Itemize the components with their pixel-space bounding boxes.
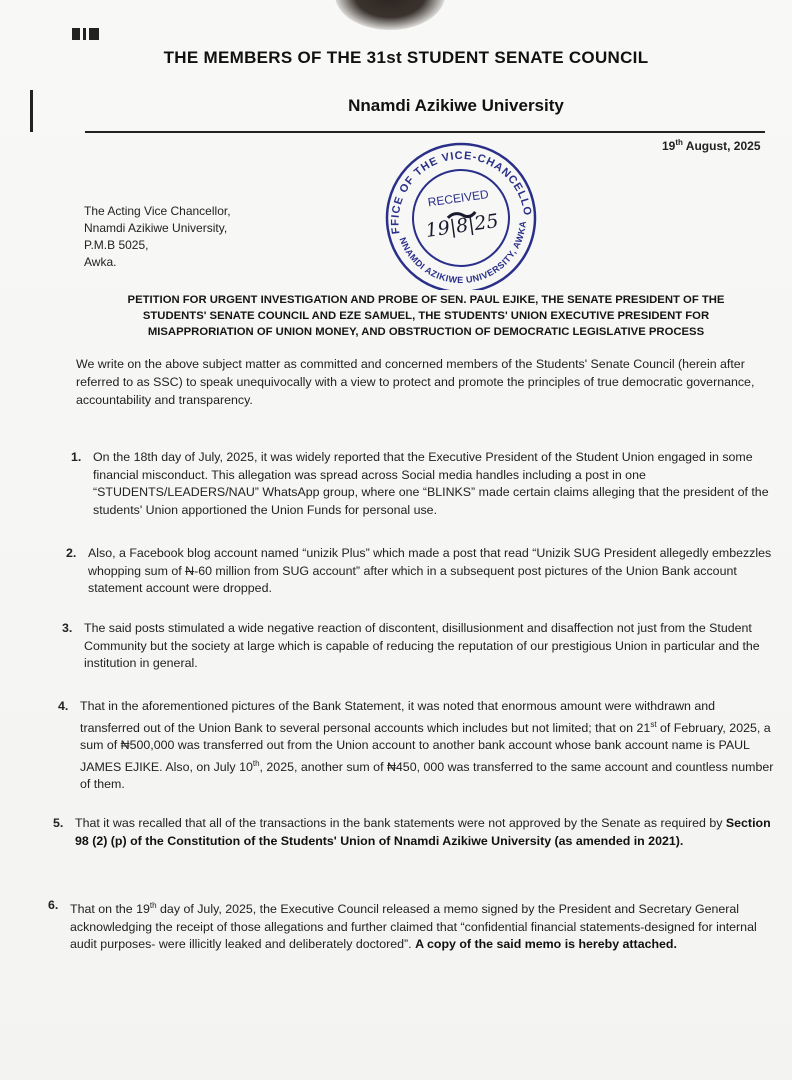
- address-line: P.M.B 5025,: [84, 238, 149, 252]
- item-number: 5.: [53, 816, 64, 830]
- intro-paragraph: We write on the above subject matter as committed and concerned members of the Students' Senate Council (herein after referred to as SSC) to speak unequivocally with a view to protect and promote the principles of true democratic governance, accountability and transparency.: [76, 357, 755, 407]
- petition-subject: PETITION FOR URGENT INVESTIGATION AND PROBE OF SEN. PAUL EJIKE, THE SENATE PRESIDENT OF THE STUDENTS' SENATE COUNCIL AND EZE SAMUEL, THE STUDENTS' UNION EXECUTIVE PRESIDENT FOR MISAPPRORIATION OF UNION MONEY, AND OBSTRUCTION OF DEMOCRATIC LEGISLATIVE PROCESS: [127, 294, 725, 338]
- corner-scan-mark: [72, 26, 108, 42]
- item-text: The said posts stimulated a wide negative reaction of discontent, disillusionment and disaffection not just from the Student Community but the society at large which is capable of reducing the reputation of our prestigious Union in particular and the institution in general.: [84, 621, 760, 670]
- address-line: Awka.: [84, 255, 117, 269]
- stamp-received: RECEIVED: [426, 186, 490, 210]
- item-text: On the 18th day of July, 2025, it was widely reported that the Executive President of the Student Union engaged in some financial misconduct. This allegation was spread across Social media handles including a post in one “STUDENTS/LEADERS/NAU” WhatsApp group, where one “BLINKS” made certain claims alleging that the president of the students' Union apportioned the Union Funds for personal use.: [93, 450, 769, 517]
- list-item: [62, 620, 774, 673]
- stamp-ring-bottom: NNAMDI AZIKIWE UNIVERSITY, AWKA: [397, 220, 529, 286]
- received-stamp: [376, 140, 546, 290]
- header-rule: [85, 131, 765, 133]
- finger-shadow: [335, 0, 445, 30]
- constitution-reference: Section 98 (2) (p) of the Constitution of the Students' Union of Nnamdi Azikiwe University (as amended in 2021).: [75, 816, 771, 848]
- item-number: 2.: [66, 546, 77, 560]
- list-item: 5. That it was recalled that all of the transactions in the bank statements were not approved by the Senate as required by Section 98 (2) (p) of the Constitution of the Students' Union of Nnamdi Azikiwe University (as amended in 2021).: [53, 816, 771, 848]
- letter-date: 19th August, 2025: [662, 138, 761, 153]
- address-line: Nnamdi Azikiwe University,: [84, 221, 228, 235]
- list-item: 2. Also, a Facebook blog account named “unizik Plus” which made a post that read “Unizik SUG President allegedly embezzles whopping sum of N-60 million from SUG account” after which in a subsequent post pictures of the Union Bank account statement account were dropped.: [66, 546, 772, 595]
- stamp-ring-top: OFFICE OF THE VICE-CHANCELLOR: [389, 149, 534, 235]
- item-number: 6.: [48, 898, 59, 912]
- item-number: 1.: [71, 450, 82, 464]
- address-line: The Acting Vice Chancellor,: [84, 204, 231, 218]
- list-item: 6. That on the 19th day of July, 2025, the Executive Council released a memo signed by the President and Secretary General acknowledging the receipt of those allegations and further claimed that “confidential financial statements-designed for internal audit purposes- were illicitly leaked and deliberately doctored”. A copy of the said memo is hereby attached.: [48, 898, 757, 952]
- item-number: 4.: [58, 699, 69, 713]
- stamp-handwritten-date: 19|8|25: [424, 209, 500, 242]
- recipient-address: [84, 203, 231, 271]
- list-item: [71, 449, 773, 519]
- list-item: 4. That in the aforementioned pictures of the Bank Statement, it was noted that enormous amount were withdrawn and transferred out of the Union Bank to several personal accounts which includes but not limited; that on 21st of February, 2025, a sum of ₦500,000 was transferred out from the Union account to another bank account whose bank account name is PAUL JAMES EJIKE. Also, on July 10th, 2025, another sum of ₦450, 000 was transferred to the same account and countless number of them.: [58, 699, 774, 792]
- item-number: 3.: [62, 621, 73, 635]
- letterhead-title: THE MEMBERS OF THE 31st STUDENT SENATE COUNCIL: [163, 48, 649, 67]
- memo-attached-note: A copy of the said memo is hereby attached.: [415, 937, 677, 952]
- university-name: Nnamdi Azikiwe University: [348, 96, 564, 115]
